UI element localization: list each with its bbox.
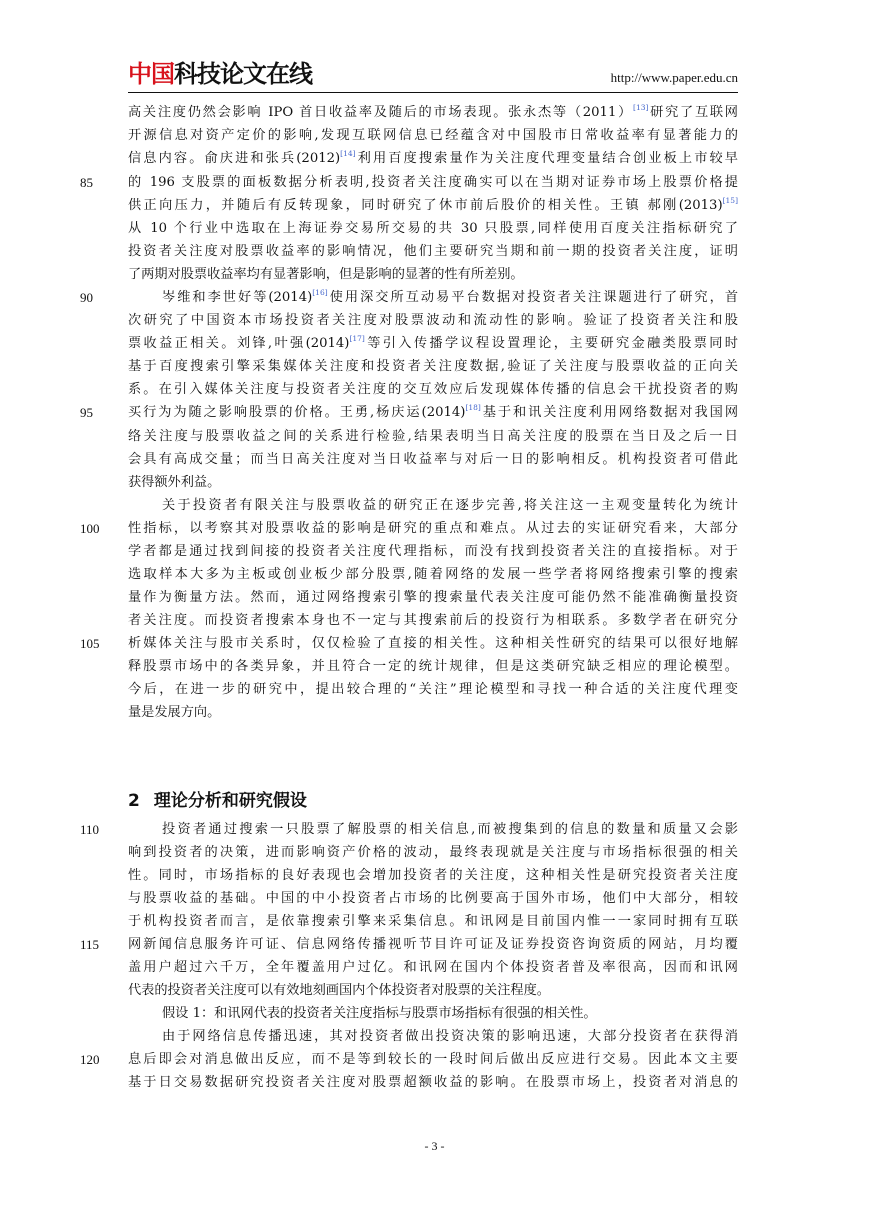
text-segment: 岑维和李世好等(2014) xyxy=(162,290,313,305)
site-logo: 中国科技论文在线 xyxy=(128,60,312,88)
text-segment: 选取样本大多为主板或创业板少部分股票,随着网络的发展一些学者将网络搜索引擎的搜索 xyxy=(128,567,738,582)
text-segment: 信息内容。俞庆进和张兵(2012) xyxy=(128,151,341,166)
text-line xyxy=(128,518,738,540)
text-segment: 从 10 个行业中选取在上海证券交易所交易的共 30 只股票,同样使用百度关注指标研究了 xyxy=(128,221,738,236)
text-segment: 等引入传播学议程设置理论，主要研究金融类股票同时 xyxy=(364,336,738,351)
text-line xyxy=(128,379,738,401)
text-segment: 析媒体关注与股市关系时，仅仅检验了直接的相关性。这种相关性研究的结果可以很好地解 xyxy=(128,636,738,651)
text-segment: 基于和讯关注度利用网络数据对我国网 xyxy=(480,405,738,420)
page-header xyxy=(128,58,738,90)
text-line xyxy=(128,1003,738,1025)
text-segment: 次研究了中国资本市场投资者关注度对股票波动和流动性的影响。验证了投资者关注和股 xyxy=(128,313,738,328)
text-segment: 学者都是通过找到间接的投资者关注度代理指标，而没有找到投资者关注的直接指标。对于 xyxy=(128,544,738,559)
text-segment: 系。在引入媒体关注度与投资者关注度的交互效应后发现媒体传播的信息会干扰投资者的购 xyxy=(128,382,738,397)
text-line xyxy=(128,241,738,263)
text-line xyxy=(128,610,738,632)
line-number: 110 xyxy=(80,822,100,837)
text-segment: 络关注度与股票收益之间的关系进行检验,结果表明当日高关注度的股票在当日及之后一日 xyxy=(128,429,738,444)
line-number: 85 xyxy=(80,175,93,190)
line-number: 120 xyxy=(80,1052,100,1067)
text-line xyxy=(128,287,738,309)
text-line xyxy=(128,356,738,378)
citation-ref[interactable]: [15] xyxy=(722,196,738,205)
text-line xyxy=(128,865,738,887)
citation-ref[interactable]: [16] xyxy=(312,288,328,297)
text-line xyxy=(128,1026,738,1048)
text-segment: 由于网络信息传播迅速，其对投资者做出投资决策的影响迅速，大部分投资者在获得消 xyxy=(162,1029,738,1044)
text-line xyxy=(128,934,738,956)
section-number: 2 xyxy=(128,791,140,811)
text-line xyxy=(128,541,738,563)
text-segment: 基于百度搜索引擎采集媒体关注度和投资者关注度数据,验证了关注度与股票收益的正向关 xyxy=(128,359,738,374)
text-segment: 释股票市场中的各类异象，并且符合一定的统计规律，但是这类研究缺乏相应的理论模型。 xyxy=(128,659,738,674)
text-segment: 性。同时，市场指标的良好表现也会增加投资者的关注度，这种相关性是研究投资者关注度 xyxy=(128,868,738,883)
citation-ref[interactable]: [14] xyxy=(340,149,356,158)
text-segment: 获得额外利益。 xyxy=(128,475,221,490)
header-rule xyxy=(128,92,738,93)
text-segment: 使用深交所互动易平台数据对投资者关注课题进行了研究，首 xyxy=(327,290,738,305)
text-line xyxy=(128,633,738,655)
text-segment: 者关注度。而投资者搜索本身也不一定与其搜索前后的投资行为相联系。多数学者在研究分 xyxy=(128,613,738,628)
text-segment: 假设 1：和讯网代表的投资者关注度指标与股票市场指标有很强的相关性。 xyxy=(162,1006,597,1021)
text-segment: 利用百度搜索量作为关注度代理变量结合创业板上市较早 xyxy=(355,151,738,166)
text-segment: 代表的投资者关注度可以有效地刻画国内个体投资者对股票的关注程度。 xyxy=(128,983,550,998)
text-segment: 了两期对股票收益率均有显著影响，但是影响的显著的性有所差别。 xyxy=(128,267,524,282)
text-line xyxy=(128,495,738,517)
text-line xyxy=(128,148,738,170)
text-line xyxy=(128,426,738,448)
text-line xyxy=(128,1049,738,1071)
text-segment: 量是发展方向。 xyxy=(128,705,221,720)
text-segment: 量作为衡量方法。然而，通过网络搜索引擎的搜索量代表关注度可能仍然不能准确衡量投资 xyxy=(128,590,738,605)
text-line xyxy=(128,656,738,678)
text-segment: 响到投资者的决策，进而影响资产价格的波动，最终表现就是关注度与市场指标很强的相关 xyxy=(128,845,738,860)
text-line xyxy=(128,333,738,355)
text-segment: 的 196 支股票的面板数据分析表明,投资者关注度确实可以在当期对证券市场上股票价格提 xyxy=(128,175,738,190)
text-line xyxy=(128,402,738,424)
text-line xyxy=(128,195,738,217)
text-line xyxy=(128,218,738,240)
text-segment: 开源信息对资产定价的影响,发现互联网信息已经蕴含对中国股市日常收益率有显著能力的 xyxy=(128,128,738,143)
line-number: 90 xyxy=(80,290,93,305)
text-line xyxy=(128,264,738,286)
text-segment: 基于日交易数据研究投资者关注度对股票超额收益的影响。在股票市场上，投资者对消息的 xyxy=(128,1075,738,1090)
text-segment: 投资者通过搜索一只股票了解股票的相关信息,而被搜集到的信息的数量和质量又会影 xyxy=(162,822,738,837)
text-segment: 票收益正相关。刘锋,叶强(2014) xyxy=(128,336,350,351)
text-segment: 盖用户超过六千万，全年覆盖用户过亿。和讯网在国内个体投资者普及率很高，因而和讯网 xyxy=(128,960,738,975)
line-number: 115 xyxy=(80,937,100,952)
text-segment: 高关注度仍然会影响 IPO 首日收益率及随后的市场表现。张永杰等（2011） xyxy=(128,105,634,120)
text-segment: 买行为为随之影响股票的价格。王勇,杨庆运(2014) xyxy=(128,405,466,420)
line-number: 105 xyxy=(80,636,100,651)
citation-ref[interactable]: [17] xyxy=(349,334,365,343)
text-line xyxy=(128,172,738,194)
text-segment: 网新闻信息服务许可证、信息网络传播视听节目许可证及证券投资咨询资质的网站，月均覆 xyxy=(128,937,738,952)
text-line xyxy=(128,957,738,979)
text-line xyxy=(128,587,738,609)
text-line xyxy=(128,310,738,332)
section-heading xyxy=(128,788,307,814)
line-number: 100 xyxy=(80,521,100,536)
text-segment: 今后，在进一步的研究中，提出较合理的“关注”理论模型和寻找一种合适的关注度代理变 xyxy=(128,682,738,697)
text-segment: 关于投资者有限关注与股票收益的研究正在逐步完善,将关注这一主观变量转化为统计 xyxy=(162,498,738,513)
text-line xyxy=(128,564,738,586)
text-segment: 投资者关注度对股票收益率的影响情况，他们主要研究当期和前一期的投资者关注度，证明 xyxy=(128,244,738,259)
text-line xyxy=(128,888,738,910)
text-line xyxy=(128,449,738,471)
text-segment: 性指标，以考察其对股票收益的影响是研究的重点和难点。从过去的实证研究看来，大部分 xyxy=(128,521,738,536)
text-line xyxy=(128,472,738,494)
text-line xyxy=(128,911,738,933)
text-segment: 供正向压力，并随后有反转现象，同时研究了休市前后股价的相关性。王镇 郝刚(2013) xyxy=(128,198,723,213)
line-number: 95 xyxy=(80,405,93,420)
text-line xyxy=(128,125,738,147)
text-line xyxy=(128,842,738,864)
text-line xyxy=(128,679,738,701)
text-segment: 息后即会对消息做出反应，而不是等到较长的一段时间后做出反应进行交易。因此本文主要 xyxy=(128,1052,738,1067)
page-number: - 3 - xyxy=(424,1139,445,1153)
text-segment: 研究了互联网 xyxy=(648,105,738,120)
text-line xyxy=(128,702,738,724)
text-line xyxy=(128,980,738,1002)
text-segment: 会具有高成交量；而当日高关注度对当日收益率与对后一日的影响相反。机构投资者可借此 xyxy=(128,452,738,467)
site-url[interactable]: http://www.paper.edu.cn xyxy=(610,70,738,85)
citation-ref[interactable]: [18] xyxy=(465,403,481,412)
text-line xyxy=(128,102,738,124)
text-line xyxy=(128,819,738,841)
citation-ref[interactable]: [13] xyxy=(633,103,649,112)
text-line xyxy=(128,1072,738,1094)
section-title: 理论分析和研究假设 xyxy=(153,791,307,811)
text-segment: 与股票收益的基础。中国的中小投资者占市场的比例要高于国外市场，他们中大部分，相较 xyxy=(128,891,738,906)
text-segment: 于机构投资者而言，是依靠搜索引擎来采集信息。和讯网是目前国内惟一一家同时拥有互联 xyxy=(128,914,738,929)
